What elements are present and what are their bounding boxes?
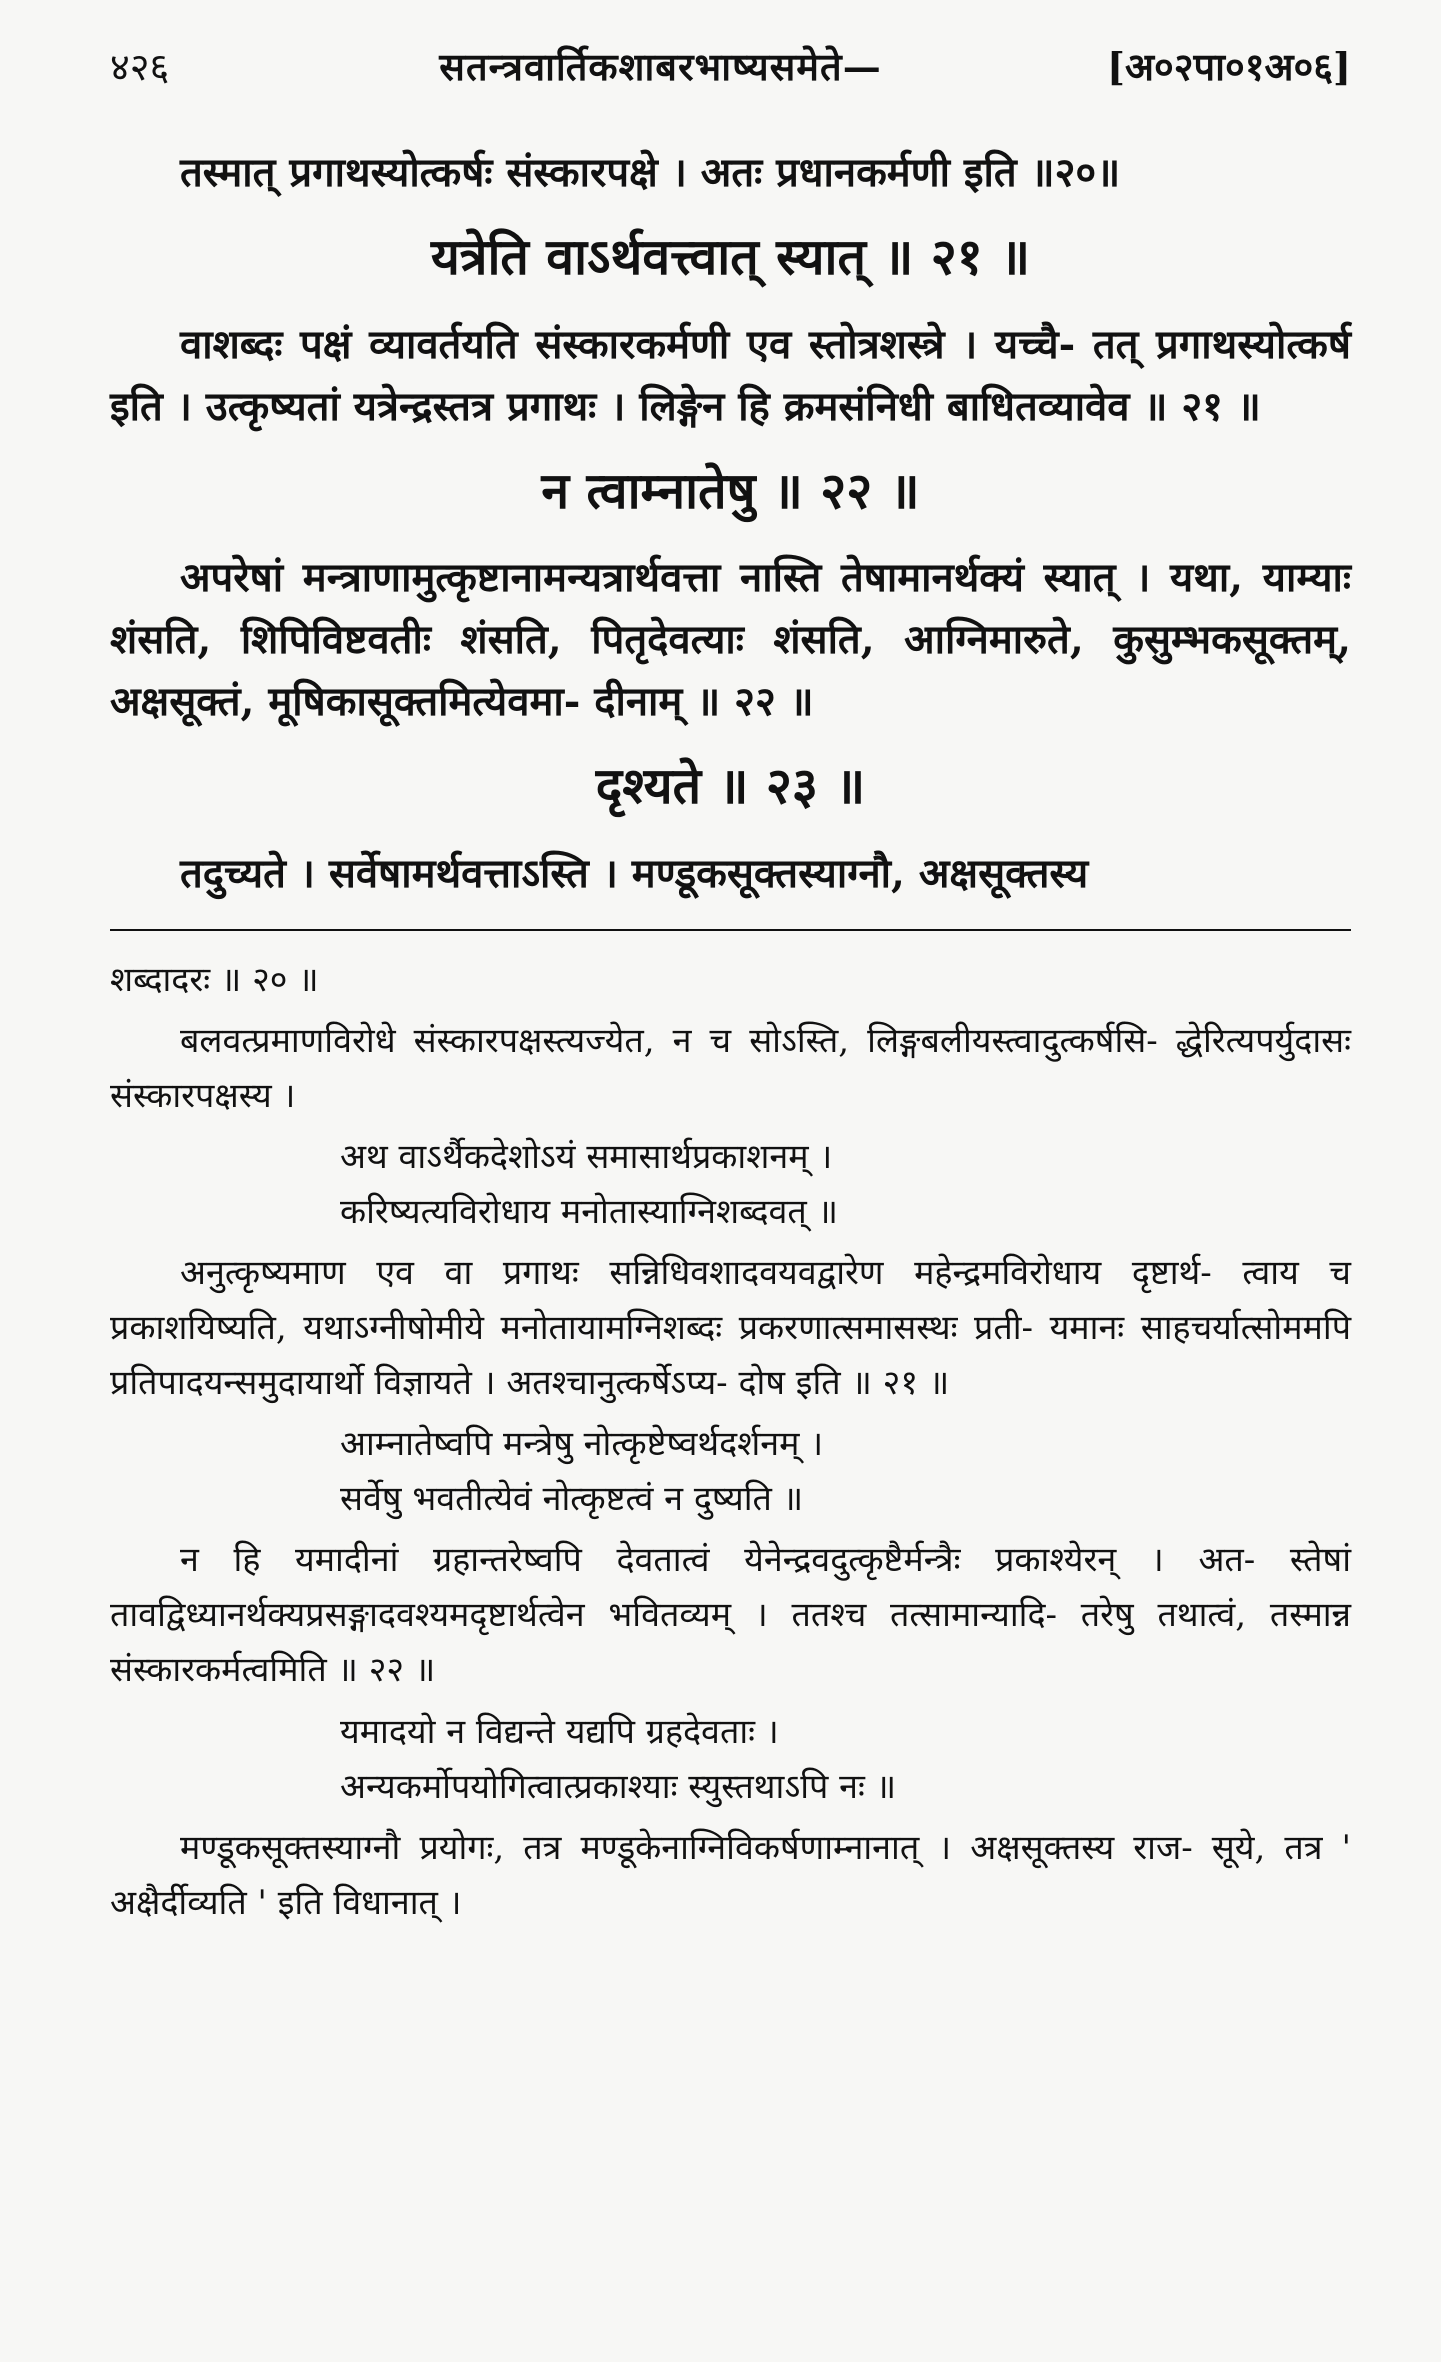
verse-1-line-1: अथ वाऽर्थैकदेशोऽयं समासार्थप्रकाशनम् । <box>340 1136 833 1177</box>
commentary-paragraph-1: शब्दादरः ॥ २० ॥ <box>110 959 319 1000</box>
verse-1 <box>110 1130 1351 1240</box>
page-number: ४२६ <box>110 45 170 89</box>
section-reference: [अ०२पा०१अ०६] <box>1106 44 1351 89</box>
sutra-23: दृश्यते ॥ २३ ॥ <box>595 756 866 815</box>
verse-3 <box>110 1705 1351 1815</box>
running-header <box>110 40 1351 92</box>
commentary-paragraph-4: न हि यमादीनां ग्रहान्तरेष्वपि देवतात्वं येनेन्द्रवदुत्कृष्टैर्मन्त्रैः प्रकाश्येरन् । अत- स्तेषां तावद्विध्यानर्थक्यप्रसङ्गादवश्यमदृष्टार्थत्वेन भवितव्यम् । ततश्च तत्सामान्यादि- तरेषु तथात्वं, तस्मान्न संस्कारकर्मत्वमिति ॥ २२ ॥ <box>110 1540 1351 1691</box>
verse-2-line-1: आम्नातेष्वपि मन्त्रेषु नोत्कृष्टेष्वर्थदर्शनम् । <box>340 1424 824 1465</box>
main-text <box>110 142 1351 905</box>
verse-2-line-2: सर्वेषु भवतीत्येवं नोत्कृष्टत्वं न दुष्यति ॥ <box>340 1479 804 1520</box>
main-paragraph-1: तस्मात् प्रगाथस्योत्कर्षः संस्कारपक्षे । अतः प्रधानकर्मणी इति ॥२०॥ <box>180 149 1121 196</box>
sutra-22: न त्वाम्नातेषु ॥ २२ ॥ <box>541 460 920 520</box>
verse-3-line-1: यमादयो न विद्यन्ते यद्यपि ग्रहदेवताः । <box>340 1711 779 1752</box>
commentary-paragraph-3: अनुत्कृष्यमाण एव वा प्रगाथः सन्निधिवशादवयवद्वारेण महेन्द्रमविरोधाय दृष्टार्थ- त्वाय च प्रकाशयिष्यति, यथाऽग्नीषोमीये मनोतायामग्निशब्दः प्रकरणात्समासस्थः प्रती- यमानः साहचर्यात्सोममपि प्रतिपादयन्समुदायार्थो विज्ञायते । अतश्चानुत्कर्षेऽप्य- दोष इति ॥ २१ ॥ <box>110 1252 1351 1404</box>
commentary-text <box>110 953 1351 1931</box>
commentary-paragraph-2: बलवत्प्रमाणविरोधे संस्कारपक्षस्त्यज्येत, न च सोऽस्ति, लिङ्गबलीयस्त्वादुत्कर्षसि- द्धेरित्यपर्युदासः संस्कारपक्षस्य । <box>110 1020 1351 1116</box>
verse-2 <box>110 1417 1351 1527</box>
main-paragraph-21: वाशब्दः पक्षं व्यावर्तयति संस्कारकर्मणी एव स्तोत्रशस्त्रे । यच्चै- तत् प्रगाथस्योत्कर्ष इति । उत्कृष्यतां यत्रेन्द्रस्तत्र प्रगाथः । लिङ्गेन हि क्रमसंनिधी बाधितव्यावेव ॥ २१ ॥ <box>110 320 1351 430</box>
commentary-paragraph-5: मण्डूकसूक्तस्याग्नौ प्रयोगः, तत्र मण्डूकेनाग्निविकर्षणाम्नानात् । अक्षसूक्तस्य राज- सूये, तत्र ' अक्षैर्दीव्यति ' इति विधानात् । <box>110 1827 1351 1923</box>
running-title: सतन्त्रवार्तिकशाबरभाष्यसमेते— <box>439 44 882 89</box>
sutra-21: यत्रेति वाऽर्थवत्त्वात् स्यात् ॥ २१ ॥ <box>430 227 1031 286</box>
verse-1-line-2: करिष्यत्यविरोधाय मनोतास्याग्निशब्दवत् ॥ <box>340 1191 838 1232</box>
main-paragraph-22: अपरेषां मन्त्राणामुत्कृष्टानामन्यत्रार्थवत्ता नास्ति तेषामानर्थक्यं स्यात् । यथा, याम्याः शंसति, शिपिविष्टवतीः शंसति, पितृदेवत्याः शंसति, आग्निमारुते, कुसुम्भकसूक्तम्, अक्षसूक्तं, मूषिकासूक्तमित्येवमा- दीनाम् ॥ २२ ॥ <box>110 554 1351 725</box>
footnote-divider <box>110 929 1351 931</box>
main-paragraph-23: तदुच्यते । सर्वेषामर्थवत्ताऽस्ति । मण्डूकसूक्तस्याग्नौ, अक्षसूक्तस्य <box>180 849 1089 897</box>
verse-3-line-2: अन्यकर्मोपयोगित्वात्प्रकाश्याः स्युस्तथाऽपि नः ॥ <box>340 1766 897 1807</box>
